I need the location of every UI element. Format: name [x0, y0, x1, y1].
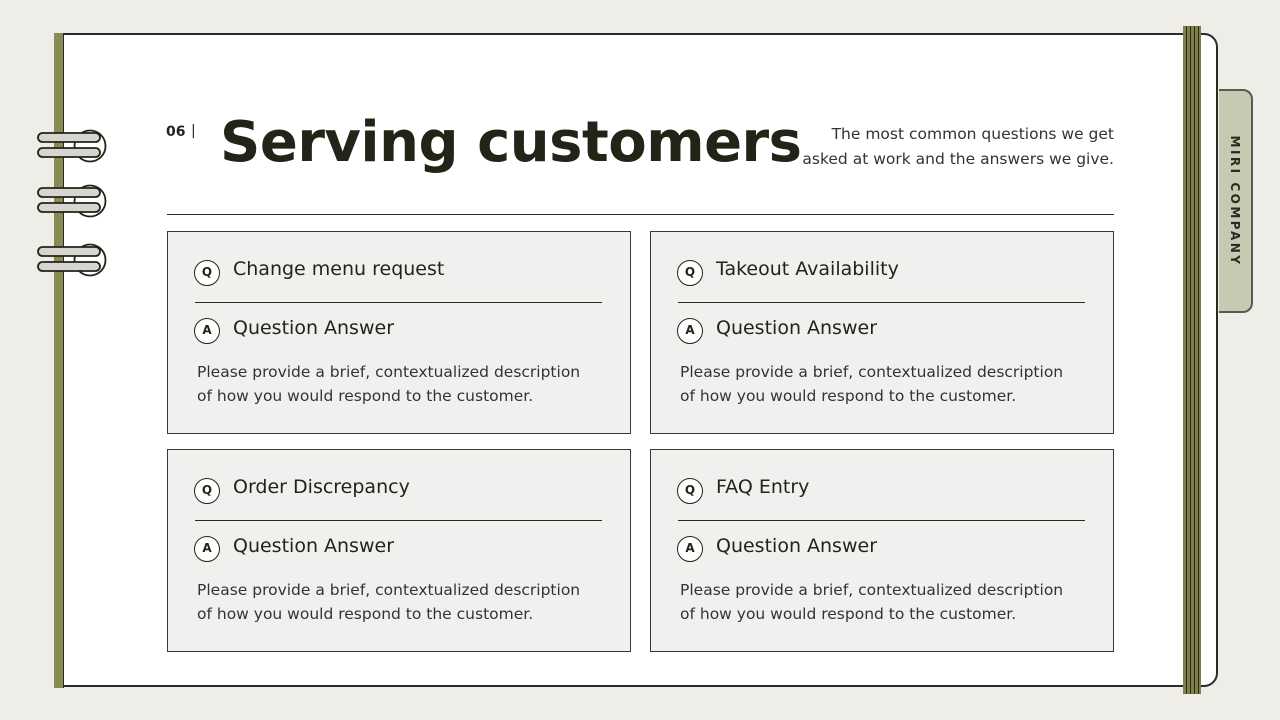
question-text: Order Discrepancy: [233, 476, 410, 498]
card-divider: [195, 302, 602, 303]
answer-badge-icon: A: [194, 536, 220, 562]
question-badge-icon: Q: [677, 478, 703, 504]
page-number-separator: |: [191, 123, 196, 139]
side-tab-label: MIRI COMPANY: [1228, 135, 1242, 267]
answer-title: Question Answer: [233, 535, 394, 557]
question-text: Change menu request: [233, 258, 445, 280]
binder-ring-icon: [36, 184, 108, 218]
page-number: 06: [166, 124, 186, 140]
answer-badge-icon: A: [194, 318, 220, 344]
notebook-page-edges: [1183, 26, 1201, 694]
side-tab[interactable]: [1219, 89, 1253, 313]
answer-badge-icon: A: [677, 536, 703, 562]
header-divider: [167, 214, 1114, 215]
binder-ring-icon: [36, 129, 108, 163]
answer-title: Question Answer: [233, 317, 394, 339]
qa-card: [167, 231, 631, 434]
question-badge-icon: Q: [194, 260, 220, 286]
card-divider: [678, 302, 1085, 303]
answer-title: Question Answer: [716, 317, 877, 339]
answer-description: Please provide a brief, contextualized description of how you would respond to the customer.: [197, 581, 581, 623]
answer-title: Question Answer: [716, 535, 877, 557]
card-divider: [678, 520, 1085, 521]
binder-ring-icon: [36, 243, 108, 277]
question-text: FAQ Entry: [716, 476, 810, 498]
question-badge-icon: Q: [677, 260, 703, 286]
page-subtitle: The most common questions we get asked at work and the answers we give.: [802, 125, 1114, 168]
qa-card: [650, 231, 1114, 434]
page-title: Serving customers: [220, 110, 802, 175]
answer-description: Please provide a brief, contextualized description of how you would respond to the customer.: [680, 363, 1064, 405]
card-divider: [195, 520, 602, 521]
question-text: Takeout Availability: [716, 258, 899, 280]
question-badge-icon: Q: [194, 478, 220, 504]
qa-card: [167, 449, 631, 652]
answer-description: Please provide a brief, contextualized description of how you would respond to the customer.: [680, 581, 1064, 623]
qa-card: [650, 449, 1114, 652]
answer-description: Please provide a brief, contextualized description of how you would respond to the customer.: [197, 363, 581, 405]
answer-badge-icon: A: [677, 318, 703, 344]
